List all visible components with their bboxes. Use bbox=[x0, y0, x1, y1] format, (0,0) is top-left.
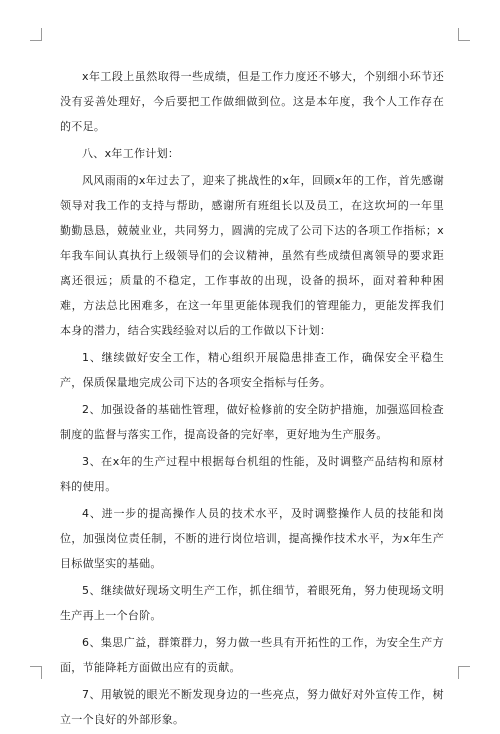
plan-item-3: 3、在x年的生产过程中根据每台机组的性能，及时调整产品结构和原材料的使用。 bbox=[60, 455, 444, 493]
plan-item-4: 4、进一步的提高操作人员的技术水平，及时调整操作人员的技能和岗位，加强岗位责任制，不断的进行岗位培训，提高操作技术水平，为x年生产目标做坚实的基础。 bbox=[60, 507, 444, 570]
paragraph-year-review: 风风雨雨的x年过去了，迎来了挑战性的x年，回顾x年的工作，首先感谢领导对我工作的支持与帮助，感谢所有班组长以及员工，在这坎坷的一年里勤勤恳恳，兢兢业业，共同努力，圆满的完成了公司下达的各项工作指标；x年我车间认真执行上级领导们的会议精神，虽然有些成绩但离领导的要求距离还很远；质量的不稳定，工作事故的出现，设备的损坏，面对着种种困难，方法总比困难多，在这一年里更能体现我们的管理能力，更能发挥我们本身的潜力，结合实践经验对以后的工作做以下计划： bbox=[60, 174, 444, 337]
crop-mark-top-left-v bbox=[41, 28, 42, 40]
plan-item-7: 7、用敏锐的眼光不断发现身边的一些亮点，努力做好对外宣传工作，树立一个良好的外部形象。 bbox=[60, 688, 444, 726]
plan-item-2: 2、加强设备的基础性管理，做好检修前的安全防护措施，加强巡回检查制度的监督与落实工作，提高设备的完好率，更好地为生产服务。 bbox=[60, 403, 444, 441]
section-heading-work-plan: 八、x年工作计划： bbox=[82, 147, 180, 160]
plan-item-1: 1、继续做好安全工作，精心组织开展隐患排查工作，确保安全平稳生产，保质保量地完成公司下达的各项安全指标与任务。 bbox=[60, 351, 444, 389]
document-body bbox=[60, 64, 444, 734]
crop-mark-top-left-h bbox=[30, 40, 42, 41]
crop-mark-bottom-left-v bbox=[41, 667, 42, 679]
plan-item-6: 6、集思广益，群策群力，努力做一些具有开拓性的工作，为安全生产方面，节能降耗方面做出应有的贡献。 bbox=[60, 636, 444, 674]
paragraph-work-shortcomings: x年工段上虽然取得一些成绩，但是工作力度还不够大，个别细小环节还没有妥善处理好，今后要把工作做细做到位。这是本年度，我个人工作存在的不足。 bbox=[60, 70, 444, 133]
crop-mark-bottom-right-v bbox=[458, 667, 459, 679]
plan-item-5: 5、继续做好现场文明生产工作，抓住细节，着眼死角，努力使现场文明生产再上一个台阶。 bbox=[60, 584, 444, 622]
crop-mark-bottom-right-h bbox=[458, 666, 470, 667]
crop-mark-top-right-h bbox=[458, 40, 470, 41]
crop-mark-top-right-v bbox=[458, 28, 459, 40]
